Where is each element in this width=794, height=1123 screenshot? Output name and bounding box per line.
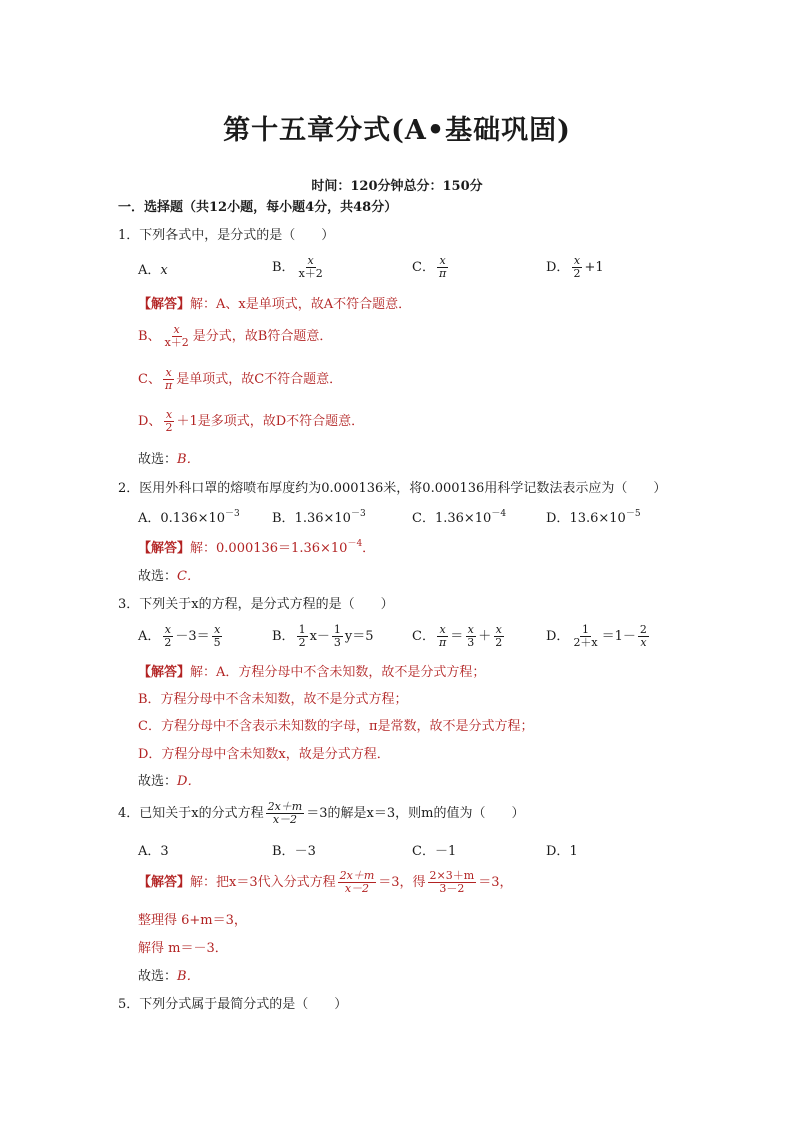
q3-answer-line-d: D．方程分母中含未知数x，故是分式方程． <box>138 747 390 762</box>
question-2-stem: 2．医用外科口罩的熔喷布厚度约为0.000136米，将0.000136用科学记数法表示应为（ ） <box>118 481 667 496</box>
q2-option-a: A．$0.136\times 10^{-3}$ <box>138 509 240 526</box>
question-3-stem: 3．下列关于x的方程，是分式方程的是（ ） <box>118 597 394 612</box>
q1-choice: 故选：B． <box>138 452 200 467</box>
q4-option-c: C．－1 <box>412 844 457 859</box>
q3-option-c: C． $\frac{x}{\pi}$ ＝ $\frac{x}{3}$ ＋ $\frac{x}{2}$ <box>412 623 503 649</box>
page-title: 第十五章分式(A•基础巩固) <box>223 115 571 146</box>
q4-option-b: B．－3 <box>272 844 316 859</box>
section-heading: 一．选择题（共12小题，每小题4分，共48分） <box>118 200 398 215</box>
q1-option-b: B． $\frac{x}{x+2}$ <box>272 254 323 280</box>
q2-choice: 故选：C． <box>138 569 200 584</box>
q1-answer-line-c: C、 $\frac{x}{\pi}$ 是单项式，故C不符合题意． <box>138 366 343 392</box>
q1-answer-line-d: D、 $\frac{x}{2}$ ＋1是多项式，故D不符合题意． <box>138 408 365 434</box>
q3-option-b: B． $\frac{1}{2}$ x－ $\frac{1}{3}$ y＝5 <box>272 623 374 649</box>
q1-option-c: C． $\frac{x}{\pi}$ <box>412 254 447 280</box>
q4-option-d: D．1 <box>546 844 578 859</box>
q3-answer-line-c: C．方程分母中不含表示未知数的字母，π是常数，故不是分式方程； <box>138 719 534 734</box>
q4-option-a: A．3 <box>138 844 169 859</box>
q4-choice: 故选：B． <box>138 969 200 984</box>
q3-choice: 故选：D． <box>138 774 201 789</box>
q3-answer-line-1: 【解答】解：A．方程分母中不含未知数，故不是分式方程； <box>138 665 486 680</box>
q1-option-d: D． $\frac{x}{2}$ +1 <box>546 254 604 280</box>
q4-answer: 【解答】解：把x＝3代入分式方程 $\frac{2x+m}{x-2}$ ＝3，得 $\frac{2\times 3+m}{3-2}$ ＝3， <box>138 869 513 895</box>
q4-step-1: 整理得 6+m＝3， <box>138 913 247 928</box>
q3-option-a: A． $\frac{x}{2}$ －3＝ $\frac{x}{5}$ <box>138 623 221 649</box>
q2-option-c: C．$1.36\times 10^{-4}$ <box>412 509 507 526</box>
q2-option-b: B．$1.36\times 10^{-3}$ <box>272 509 366 526</box>
q3-answer-line-b: B．方程分母中不含未知数，故不是分式方程； <box>138 692 408 707</box>
question-1-stem: 1．下列各式中，是分式的是（ ） <box>118 228 335 243</box>
q1-answer-line-1: 【解答】解：A、x是单项式，故A不符合题意． <box>138 297 412 312</box>
q3-option-d: D． $\frac{1}{2+x}$ ＝1－ $\frac{2}{x}$ <box>546 623 647 649</box>
q2-option-d: D．$13.6\times 10^{-5}$ <box>546 509 641 526</box>
q1-option-a: A．x <box>138 263 168 278</box>
exam-meta: 时间：120分钟总分：150分 <box>311 179 483 194</box>
question-4-stem: 4．已知关于x的分式方程 $\frac{2x+m}{x-2}$ ＝3的解是x＝3，则m的值为（ ） <box>118 800 525 826</box>
q1-answer-line-b: B、 $\frac{x}{x+2}$ 是分式，故B符合题意． <box>138 323 333 349</box>
question-5-stem: 5．下列分式属于最简分式的是（ ） <box>118 997 348 1012</box>
q4-step-2: 解得 m＝－3． <box>138 941 228 956</box>
q2-answer: 【解答】解：$0.000136=1.36\times 10^{-4}$． <box>138 539 376 556</box>
